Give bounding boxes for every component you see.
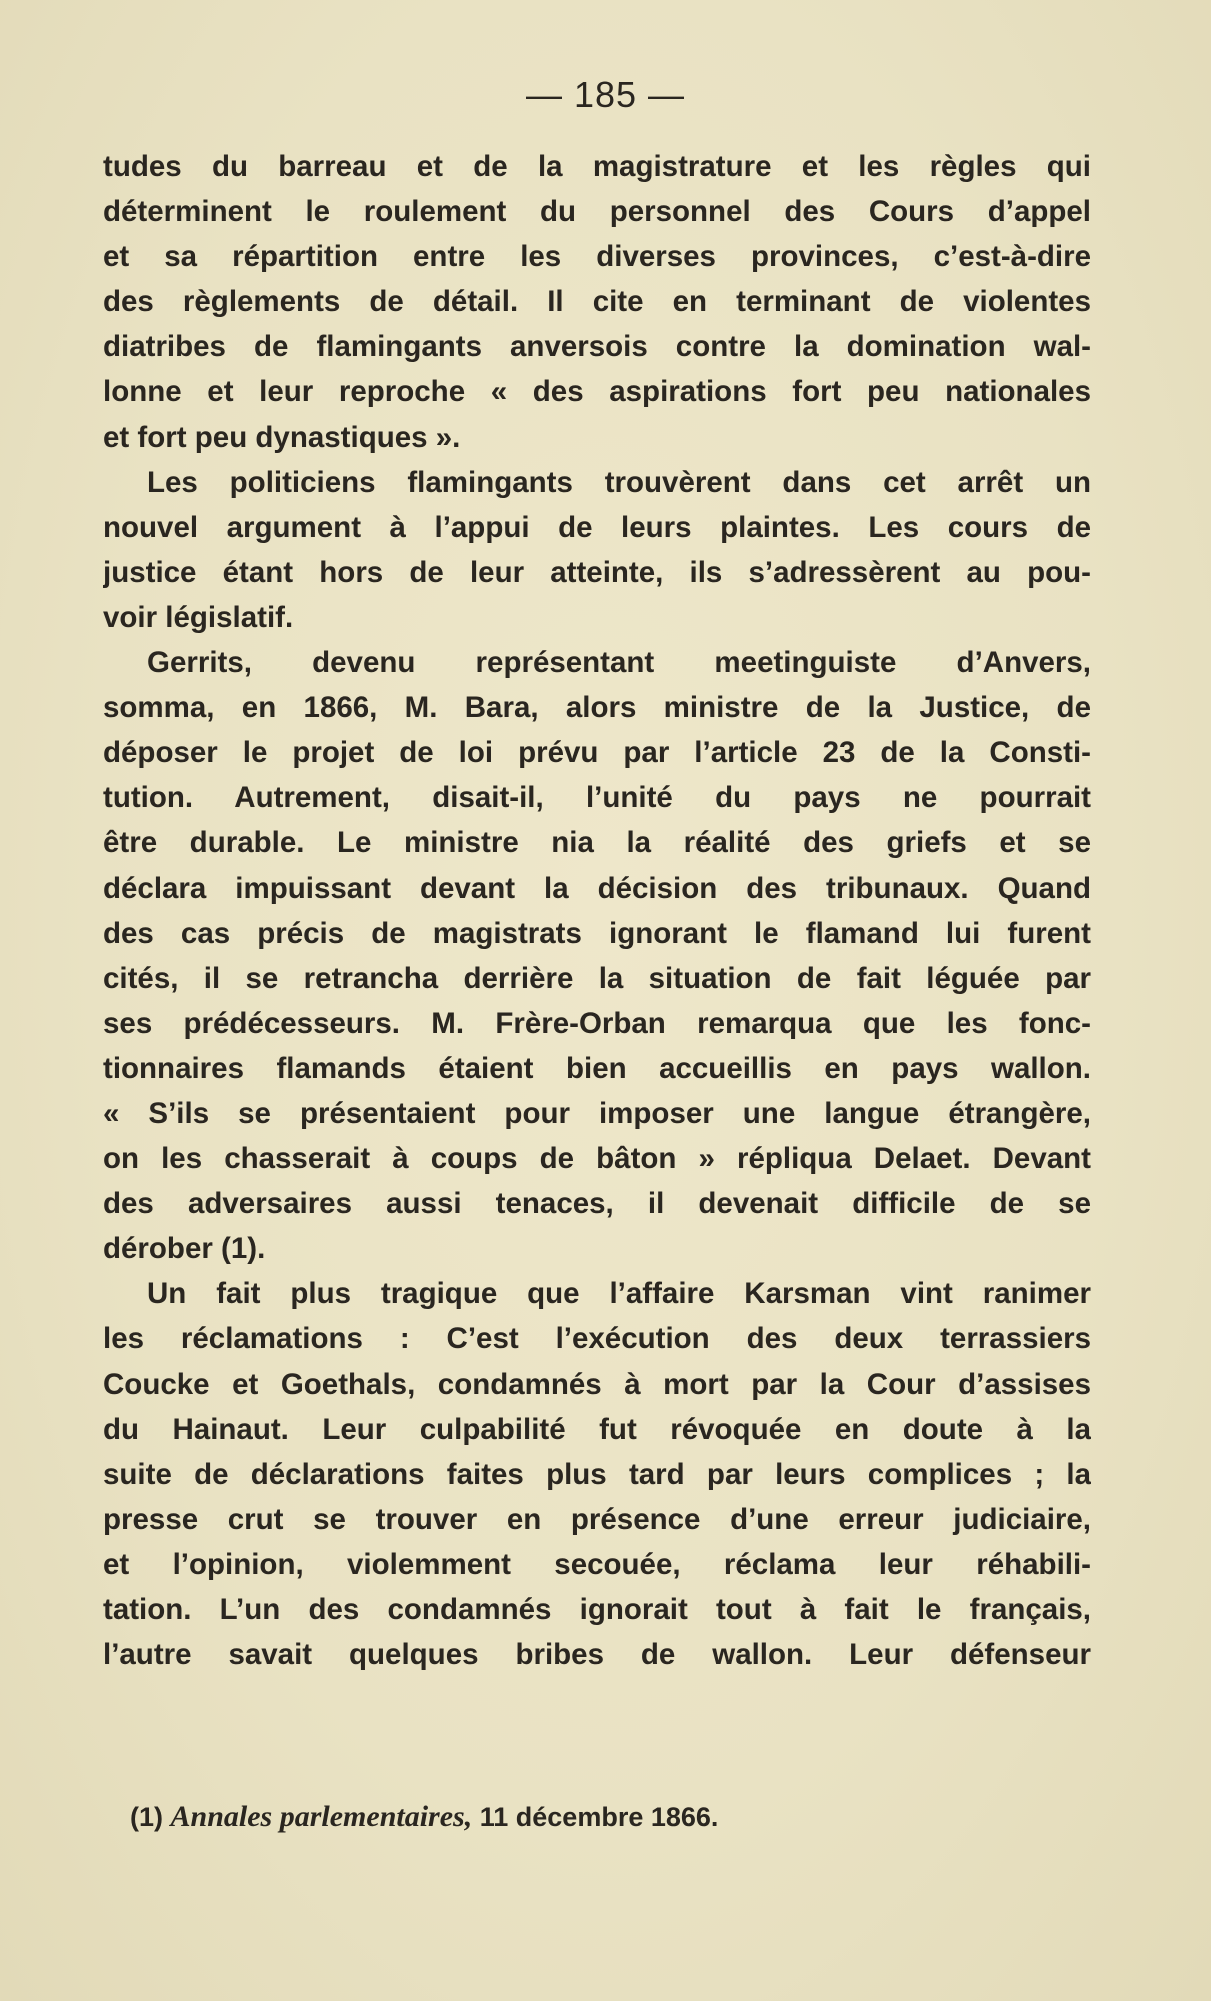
text-line: tation. L’un des condamnés ignorait tout à fait le français, xyxy=(103,1593,1091,1626)
text-line: on les chasserait à coups de bâton » répliqua Delaet. Devant xyxy=(103,1142,1091,1176)
text-line: diatribes de flamingants anversois contre la domination wal- xyxy=(103,330,1091,364)
text-line: suite de déclarations faites plus tard par leurs complices ; la xyxy=(103,1457,1091,1491)
text-line: des règlements de détail. Il cite en terminant de violentes xyxy=(103,285,1091,319)
text-line: des adversaires aussi tenaces, il devenait difficile de se xyxy=(103,1187,1091,1221)
text-line: Les politiciens flamingants trouvèrent dans cet arrêt un xyxy=(147,465,1091,499)
footnote-date: 11 décembre 1866. xyxy=(479,1802,719,1832)
text-line: déclara impuissant devant la décision des tribunaux. Quand xyxy=(103,871,1091,905)
text-line: lonne et leur reproche « des aspirations fort peu nationales xyxy=(103,375,1091,409)
text-line: tudes du barreau et de la magistrature et les règles qui xyxy=(103,150,1091,183)
text-line: et fort peu dynastiques ». xyxy=(103,420,461,454)
body-text xyxy=(103,144,1091,1677)
text-line: tution. Autrement, disait-il, l’unité du pays ne pourrait xyxy=(103,781,1091,815)
footnote xyxy=(130,1800,718,1834)
text-line: les réclamations : C’est l’exécution des deux terrassiers xyxy=(103,1322,1091,1356)
text-line: être durable. Le ministre nia la réalité des griefs et se xyxy=(103,826,1091,860)
text-line: Gerrits, devenu représentant meetinguiste d’Anvers, xyxy=(147,646,1091,680)
text-line: et l’opinion, violemment secouée, réclama leur réhabili- xyxy=(103,1547,1091,1581)
text-line: Coucke et Goethals, condamnés à mort par la Cour d’assises xyxy=(103,1367,1091,1401)
text-line: déterminent le roulement du personnel des Cours d’appel xyxy=(103,195,1091,229)
text-line: justice étant hors de leur atteinte, ils s’adressèrent au pou- xyxy=(103,555,1091,589)
text-line: tionnaires flamands étaient bien accueillis en pays wallon. xyxy=(103,1051,1091,1085)
text-line: des cas précis de magistrats ignorant le flamand lui furent xyxy=(103,916,1091,950)
text-line: déposer le projet de loi prévu par l’article 23 de la Consti- xyxy=(103,736,1091,770)
text-line: Un fait plus tragique que l’affaire Karsman vint ranimer xyxy=(147,1277,1091,1311)
page-number: — 185 — xyxy=(525,74,686,115)
text-line: ses prédécesseurs. M. Frère-Orban remarqua que les fonc- xyxy=(103,1006,1091,1040)
text-line: presse crut se trouver en présence d’une erreur judiciaire, xyxy=(103,1502,1091,1536)
text-line: dérober (1). xyxy=(103,1232,266,1266)
text-line: l’autre savait quelques bribes de wallon. Leur défenseur xyxy=(103,1638,1091,1672)
text-line: cités, il se retrancha derrière la situation de fait léguée par xyxy=(103,961,1091,995)
text-line: somma, en 1866, M. Bara, alors ministre de la Justice, de xyxy=(103,691,1091,725)
text-line: « S’ils se présentaient pour imposer une langue étrangère, xyxy=(103,1096,1091,1130)
text-line: du Hainaut. Leur culpabilité fut révoquée en doute à la xyxy=(103,1412,1091,1446)
text-line: nouvel argument à l’appui de leurs plaintes. Les cours de xyxy=(103,510,1091,544)
text-line: voir législatif. xyxy=(103,600,294,634)
footnote-marker: (1) xyxy=(130,1802,163,1832)
text-line: et sa répartition entre les diverses provinces, c’est-à-dire xyxy=(103,240,1091,274)
footnote-source-title: Annales parlementaires, xyxy=(170,1800,473,1833)
